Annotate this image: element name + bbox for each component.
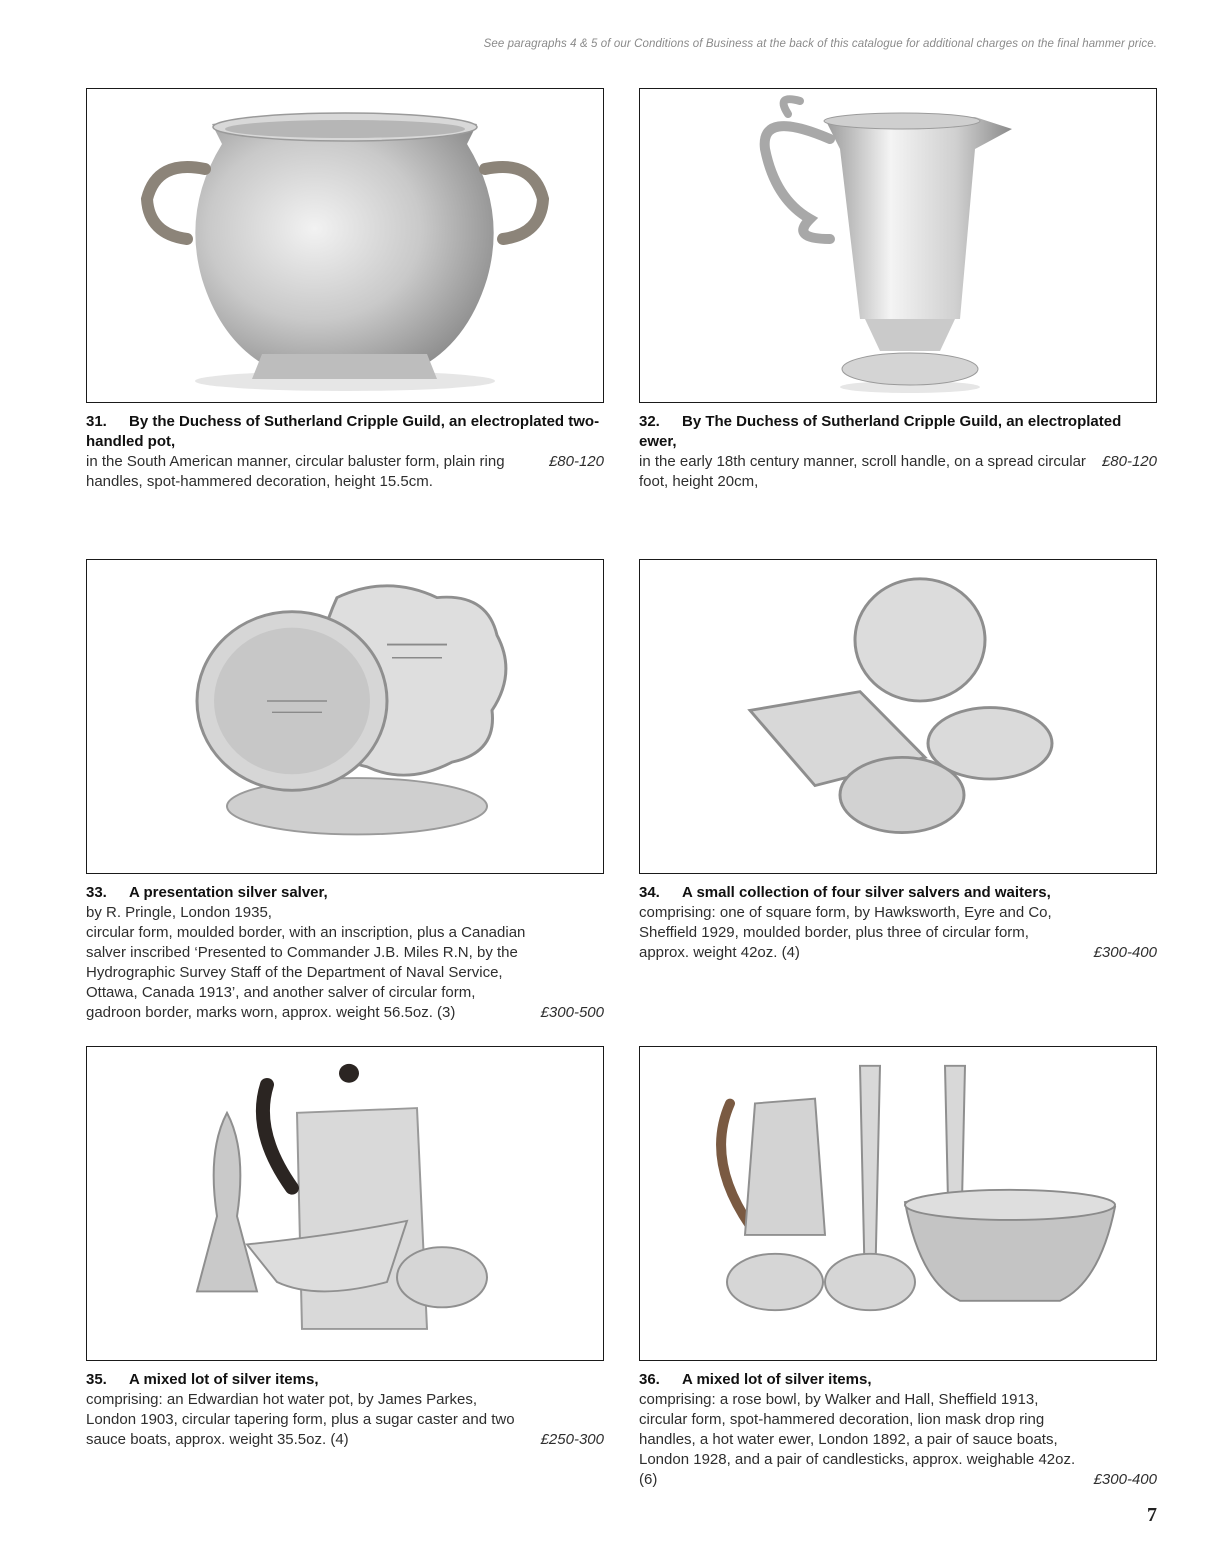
lot-estimate: £80-120 — [548, 453, 604, 470]
lot-description: comprising: a rose bowl, by Walker and Hall, Sheffield 1913, circular form, spot-hammered decoration, lion mask drop ring handles, a hot water ewer, London 1892, a pair of sauce boats, London 1928, and a pair of candlesticks, approx. weighable 42oz. (6) — [639, 1391, 1076, 1488]
page-number: 7 — [1147, 1504, 1157, 1526]
lot-number: 33. — [86, 884, 107, 901]
lot-title-text: A presentation silver salver, — [129, 884, 328, 901]
lot-number: 31. — [86, 413, 107, 430]
lot-last-line — [86, 452, 604, 492]
lot-title-text: A mixed lot of silver items, — [682, 1371, 872, 1388]
lot-image-ewer — [639, 88, 1157, 403]
lot-title — [86, 883, 604, 903]
lot-estimate: £300-500 — [540, 1004, 604, 1021]
lot-last-line — [86, 923, 604, 1023]
lot-number: 34. — [639, 884, 660, 901]
lot-description: in the early 18th century manner, scroll handle, on a spread circular foot, height 20cm, — [639, 453, 1086, 490]
ewer-photo — [640, 89, 1156, 402]
lot-number: 35. — [86, 1371, 107, 1388]
lot-34 — [639, 559, 1157, 963]
lot-35 — [86, 1046, 604, 1450]
lot-text — [86, 1370, 604, 1450]
lot-image-salvers-and-waiters — [639, 559, 1157, 874]
lot-title-text: A small collection of four silver salvers and waiters, — [682, 884, 1051, 901]
mixed-silver-lot-photo — [640, 1047, 1156, 1360]
lot-description: comprising: one of square form, by Hawksworth, Eyre and Co, Sheffield 1929, moulded border, plus three of circular form, approx. weight 42oz. (4) — [639, 904, 1052, 961]
lot-36 — [639, 1046, 1157, 1490]
lot-estimate: £80-120 — [1101, 453, 1157, 470]
lot-text — [639, 412, 1157, 492]
lot-image-mixed-lot — [639, 1046, 1157, 1361]
lot-image-mixed-lot — [86, 1046, 604, 1361]
lot-title — [639, 1370, 1157, 1390]
lot-last-line — [639, 1390, 1157, 1490]
lot-title — [639, 412, 1157, 452]
lot-text — [639, 1370, 1157, 1490]
lot-last-line — [639, 903, 1157, 963]
lot-image-salvers — [86, 559, 604, 874]
lot-number: 32. — [639, 413, 660, 430]
lot-33 — [86, 559, 604, 1023]
two-handled-pot-photo — [87, 89, 603, 402]
lot-estimate: £250-300 — [540, 1431, 604, 1448]
lot-image-two-handled-pot — [86, 88, 604, 403]
lot-32 — [639, 88, 1157, 492]
lot-last-line — [86, 1390, 604, 1450]
lot-31 — [86, 88, 604, 492]
lot-title-text: By the Duchess of Sutherland Cripple Guild, an electroplated two-handled pot, — [86, 413, 600, 450]
salvers-photo — [87, 560, 603, 873]
salvers-and-waiters-photo — [640, 560, 1156, 873]
lot-description: comprising: an Edwardian hot water pot, by James Parkes, London 1903, circular tapering form, plus a sugar caster and two sauce boats, approx. weight 35.5oz. (4) — [86, 1391, 515, 1448]
lot-last-line — [639, 452, 1157, 492]
mixed-silver-lot-photo — [87, 1047, 603, 1360]
lot-estimate: £300-400 — [1093, 1471, 1157, 1488]
lot-title — [86, 412, 604, 452]
lot-text — [86, 412, 604, 492]
lot-title-text: A mixed lot of silver items, — [129, 1371, 319, 1388]
lot-maker: by R. Pringle, London 1935, — [86, 904, 272, 921]
lot-title-text: By The Duchess of Sutherland Cripple Guild, an electroplated ewer, — [639, 413, 1122, 450]
lot-text — [639, 883, 1157, 963]
lot-text — [86, 883, 604, 1023]
lot-title — [639, 883, 1157, 903]
lot-estimate: £300-400 — [1093, 944, 1157, 961]
lot-title — [86, 1370, 604, 1390]
lot-description: in the South American manner, circular baluster form, plain ring handles, spot-hammered decoration, height 15.5cm. — [86, 453, 505, 490]
header-note: See paragraphs 4 & 5 of our Conditions of Business at the back of this catalogue for additional charges on the final hammer price. — [483, 38, 1157, 50]
lot-number: 36. — [639, 1371, 660, 1388]
lot-description: circular form, moulded border, with an inscription, plus a Canadian salver inscribed ‘Presented to Commander J.B. Miles R.N, by the Hydrographic Survey Staff of the Department of Naval Service, Ottawa, Canada 1913’, and another salver of circular form, gadroon border, marks worn, approx. weight 56.5oz. (3) — [86, 924, 526, 1021]
